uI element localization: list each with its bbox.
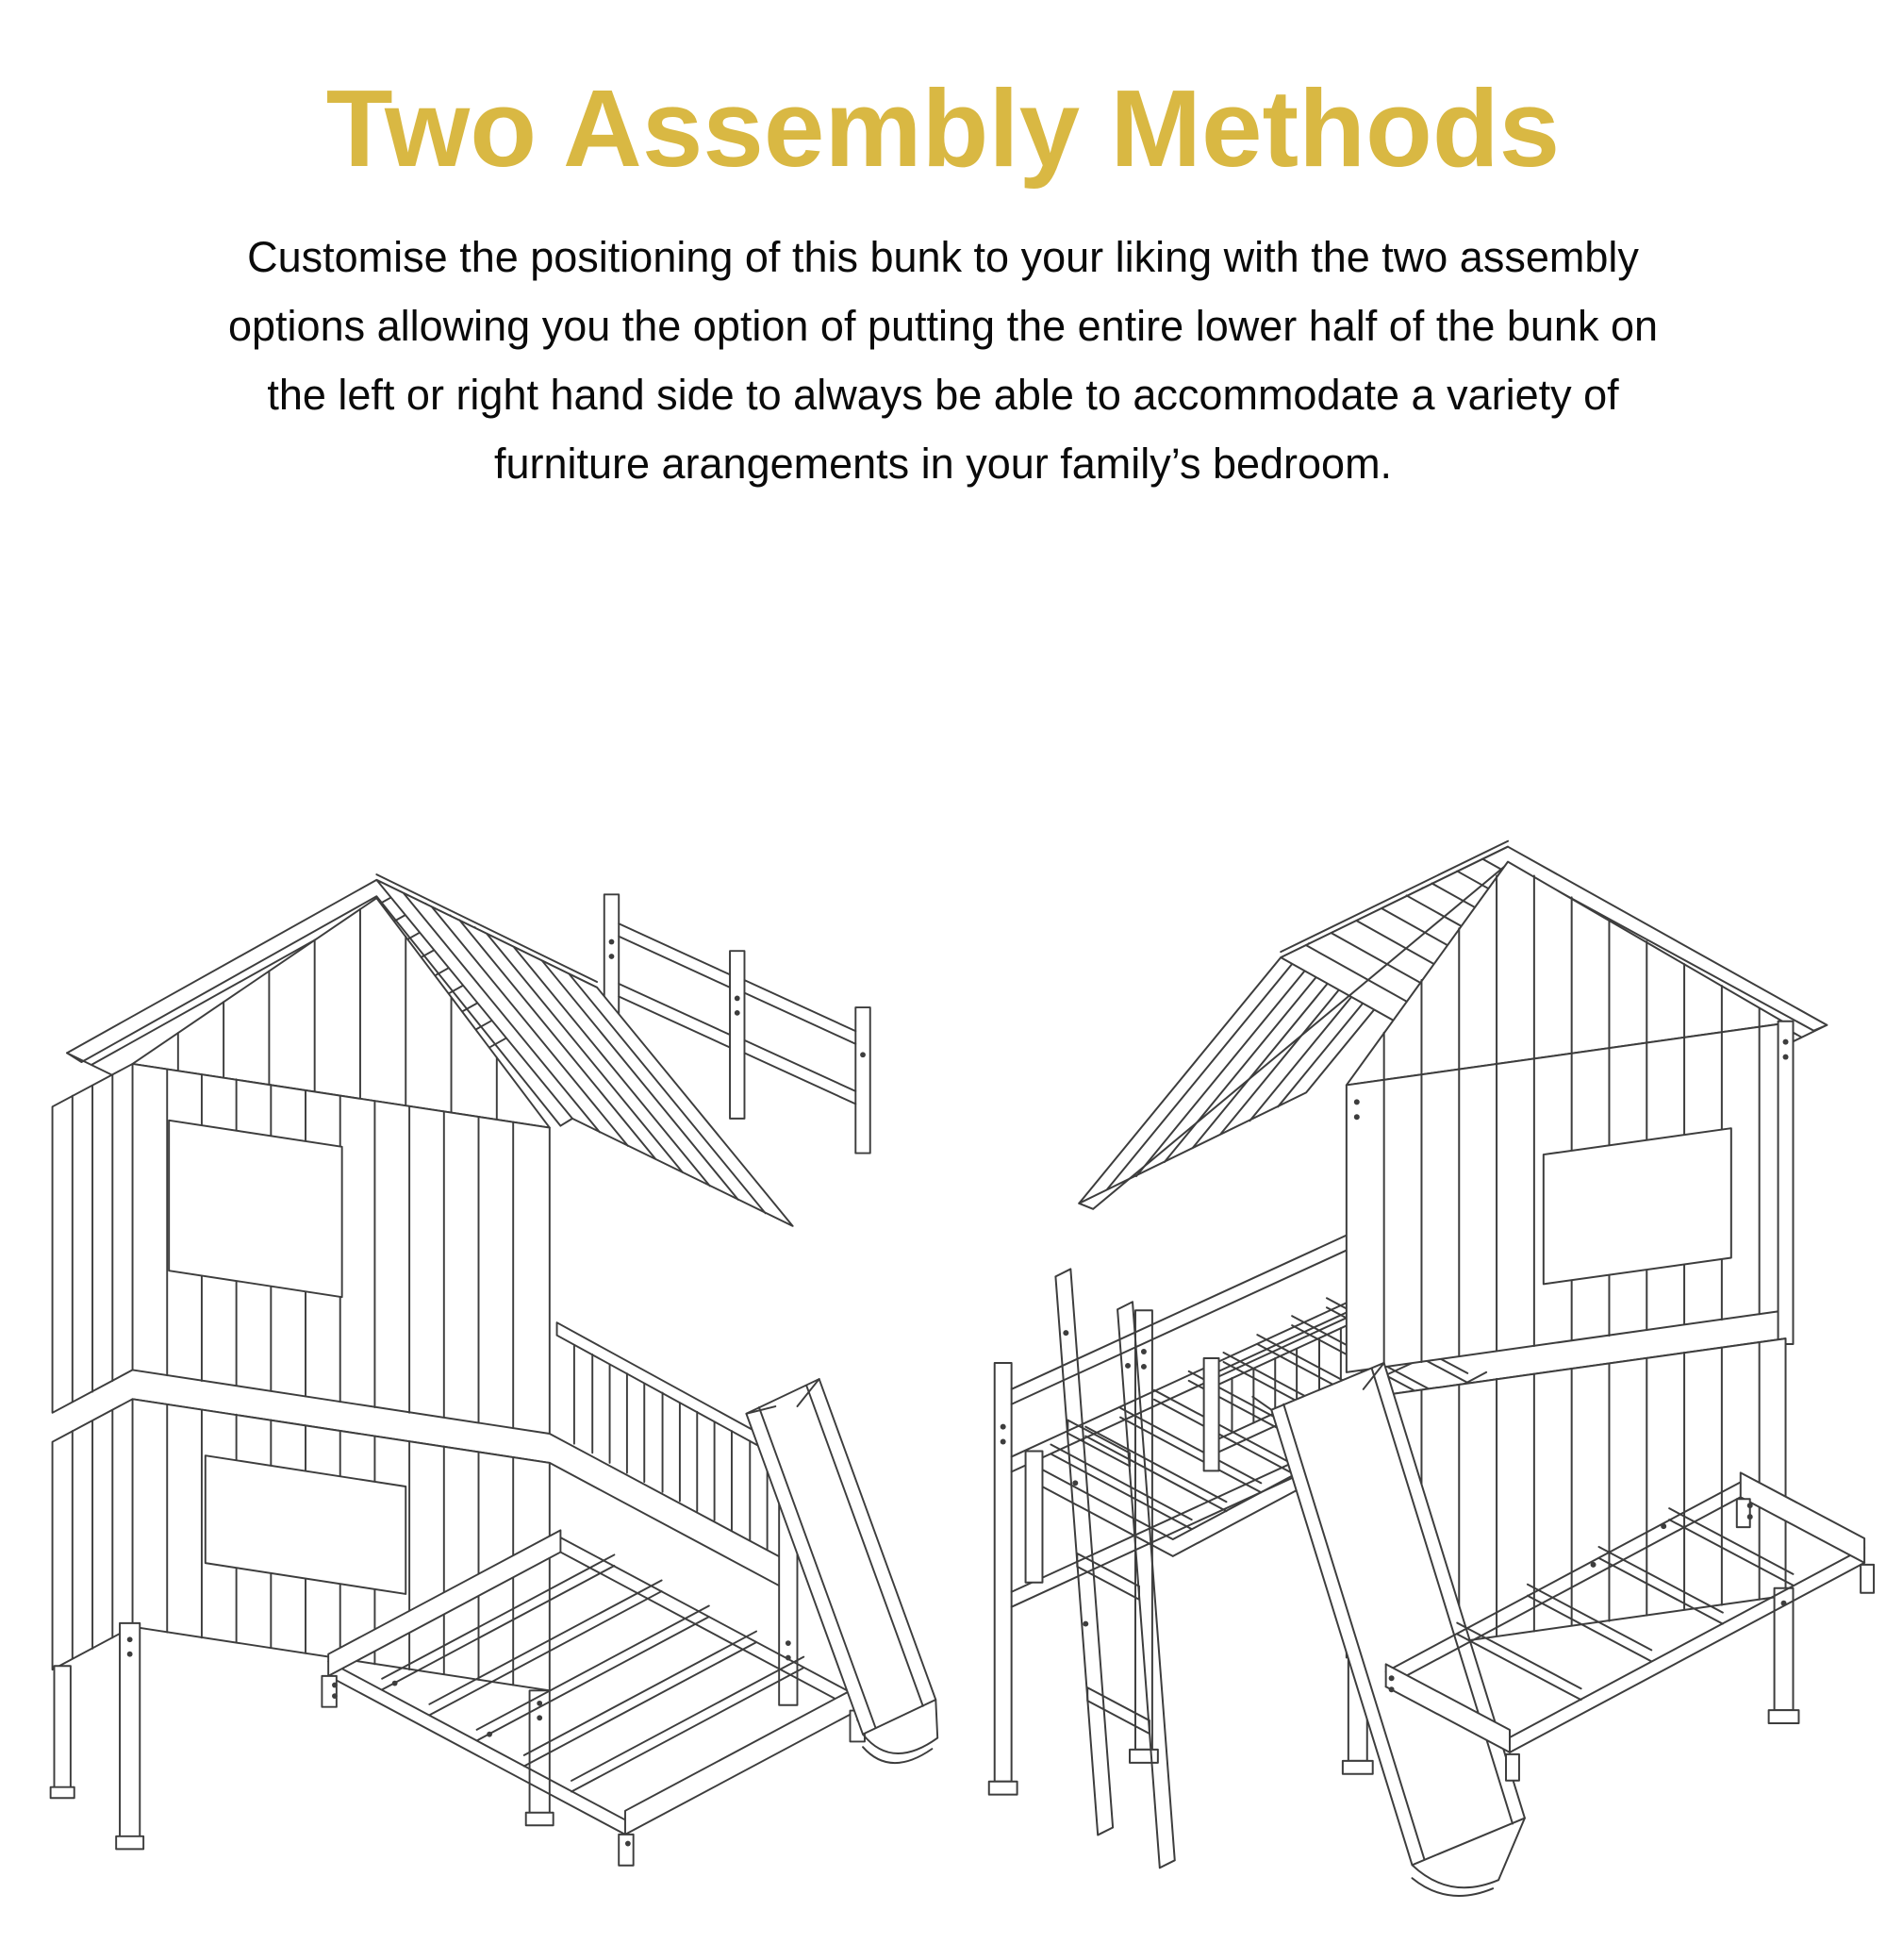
upper-walls	[53, 1064, 550, 1434]
bunk-bed-house-left-illustration	[14, 823, 943, 1889]
description-line-1: Customise the positioning of this bunk to your liking with the two assembly	[247, 233, 1639, 281]
figure-assembly-method-2	[943, 789, 1886, 1905]
upper-window	[169, 1121, 341, 1297]
description-line-4: furniture arangements in your family’s bedroom.	[493, 440, 1393, 488]
description	[0, 223, 1886, 498]
lower-walls	[51, 1399, 554, 1849]
figure-assembly-method-1	[14, 823, 943, 1889]
bunk-bed-house-right-illustration	[943, 789, 1886, 1905]
page-root	[0, 67, 1886, 1960]
description-line-2: options allowing you the option of putting the entire lower half of the bunk on	[227, 302, 1659, 350]
page-title: Two Assembly Methods	[325, 67, 1561, 190]
ladder	[1055, 1269, 1174, 1868]
house-window	[1544, 1128, 1731, 1284]
description-line-3: the left or right hand side to always be able to accommodate a variety of	[267, 371, 1619, 419]
